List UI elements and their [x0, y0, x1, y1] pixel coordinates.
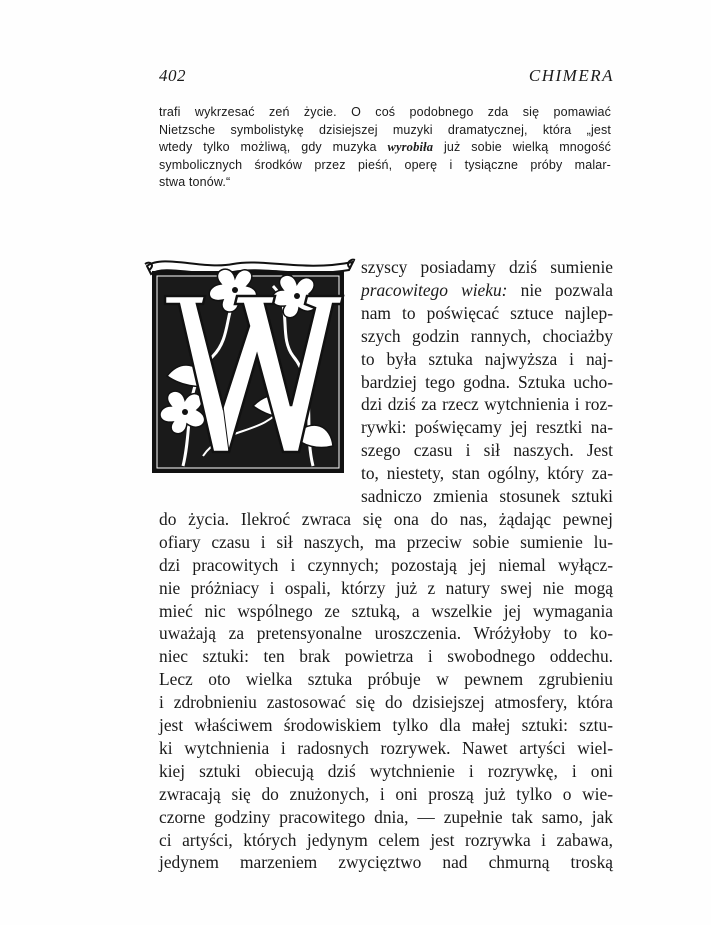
body-line: jedynem marzeniem zwycięztwo nad chmurną troską: [159, 852, 613, 873]
body-line: ci artyści, których jedynym celem jest rozrywka i zabawa,: [159, 829, 613, 850]
quote-line: Nietzsche symbolistykę dzisiejszej muzyki dramatycznej, która „jest: [159, 122, 611, 137]
body-line: to była sztuka najwyższa i naj-: [361, 348, 613, 369]
body-line: do życia. Ilekroć zwraca się ona do nas, żądając pewnej: [159, 508, 613, 529]
body-line: czorne godziny pracowitego dnia, — zupełnie tak samo, jak: [159, 806, 613, 827]
body-line: uważają za pretensyonalne uroszczenia. Wróżyłoby to ko-: [159, 623, 613, 644]
body-line: kiej sztuki obiecują dziś wytchnienie i rozrywkę, i oni: [159, 760, 613, 781]
body-line: dzi pracowitych i czynnych; pozostają jej niemal wyłącz-: [159, 554, 613, 575]
body-line: szyscy posiadamy dziś sumienie: [361, 257, 613, 277]
body-line: jest właściwem środowiskiem tylko dla małej sztuki: sztu-: [159, 715, 613, 735]
body-line: zwracają się do znużonych, i oni proszą już tylko o wie-: [159, 783, 613, 804]
quote-line: symbolicznych środków przez pieśń, operę i tysiączne próby malar-: [159, 157, 611, 172]
body-line: szego czasu i sił naszych. Jest: [361, 440, 613, 461]
body-line: i zdrobnieniu zastosować się do dzisiejszej atmosfery, która: [159, 692, 613, 713]
quote-line: stwa tonów.“: [159, 175, 231, 190]
body-line: bardziej tego godna. Sztuka ucho-: [361, 371, 613, 392]
body-line: rywki: poświęcamy jej resztki na-: [361, 417, 613, 438]
body-line: niec sztuki: ten brak powietrza i swobodnego oddechu.: [159, 646, 613, 667]
running-head: CHIMERA: [528, 66, 614, 85]
quote-line: wtedy tylko możliwą, gdy muzyka wyrobiła już sobie wielką mnogość: [159, 140, 611, 155]
ornamental-initial-w-icon: [143, 256, 357, 476]
page-number: 402: [159, 66, 186, 85]
body-line: ki wytchnienia i radosnych rozrywek. Nawet artyści wiel-: [159, 737, 613, 758]
body-line: pracowitego wieku: nie pozwala: [361, 279, 613, 300]
body-line: nam to poświęcać sztuce najlep-: [361, 302, 613, 323]
body-line: dzi dziś za rzecz wytchnienia i roz-: [361, 394, 613, 415]
body-line: nie próżniacy i ospali, którzy już z natury swej nie mogą: [159, 577, 613, 598]
quote-line: trafi wykrzesać zeń życie. O coś podobnego zda się pomawiać: [159, 105, 611, 119]
body-line: sadniczo zmienia stosunek sztuki: [361, 486, 613, 506]
italic-phrase: pracowitego wieku:: [361, 279, 508, 300]
body-line: Lecz oto wielka sztuka próbuje w pewnem zgrubieniu: [159, 669, 613, 690]
quote-block: [159, 104, 611, 192]
body-line: szych godzin rannych, chociażby: [361, 325, 613, 346]
body-line: to, niestety, stan ogólny, który za-: [361, 463, 613, 484]
emphasis-word: wyrobiła: [387, 140, 434, 155]
body-line: mieć nic wspólnego ze sztuką, a wszelkie jej wymagania: [159, 600, 613, 621]
body-line: ofiary czasu i sił naszych, ma przeciw sobie sumienie lu-: [159, 531, 613, 552]
